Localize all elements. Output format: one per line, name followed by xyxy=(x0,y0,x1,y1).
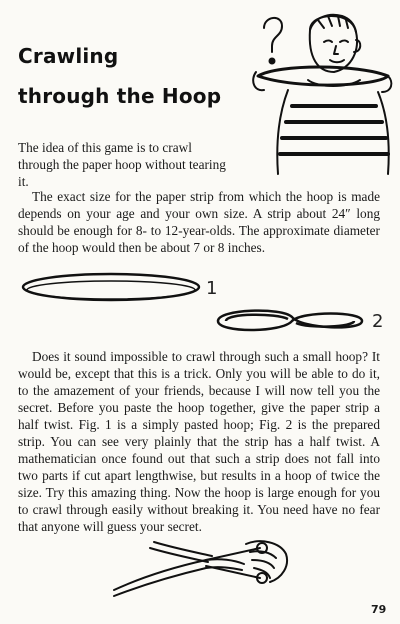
title-line-1: Crawling xyxy=(18,44,119,68)
figure-2-label: 2 xyxy=(372,311,384,332)
simple-hoop-figure xyxy=(18,270,204,306)
secret-paragraph: Does it sound impossible to crawl through such a small hoop? It would be, except that this is a trick. Only you will be able to do it, to the amazement of your friends, because I will now tell you the secret. Before you paste the hoop together, give the paper strip a half twist. Fig. 1 is a simply pasted hoop; Fig. 2 is the prepared strip. You can see very plainly that the strip has a half twist. A mathematician once found out that such a strip does not fall into two parts if cut apart lengthwise, but results in a hoop of twice the size. Try this amazing thing. Now the hoop is large enough for you to crawl through easily without breaking it. You need have no fear that anyone will guess your secret. xyxy=(18,349,380,534)
intro-paragraph: The idea of this game is to crawl through the paper hoop without tearing it. xyxy=(18,140,226,189)
page-number: 79 xyxy=(371,603,387,616)
size-paragraph: The exact size for the paper strip from which the hoop is made depends on your age and your own size. A strip about 24″ long should be enough for 8- to 12-year-olds. The approximate diameter of the hoop would then be about 7 or 8 inches. xyxy=(18,189,380,255)
title-line-2: through the Hoop xyxy=(18,84,222,108)
hand-cutting-strip-illustration xyxy=(110,538,290,600)
boy-with-hoop-illustration xyxy=(248,6,398,176)
figure-1-label: 1 xyxy=(206,278,218,299)
twisted-hoop-figure xyxy=(212,303,368,339)
